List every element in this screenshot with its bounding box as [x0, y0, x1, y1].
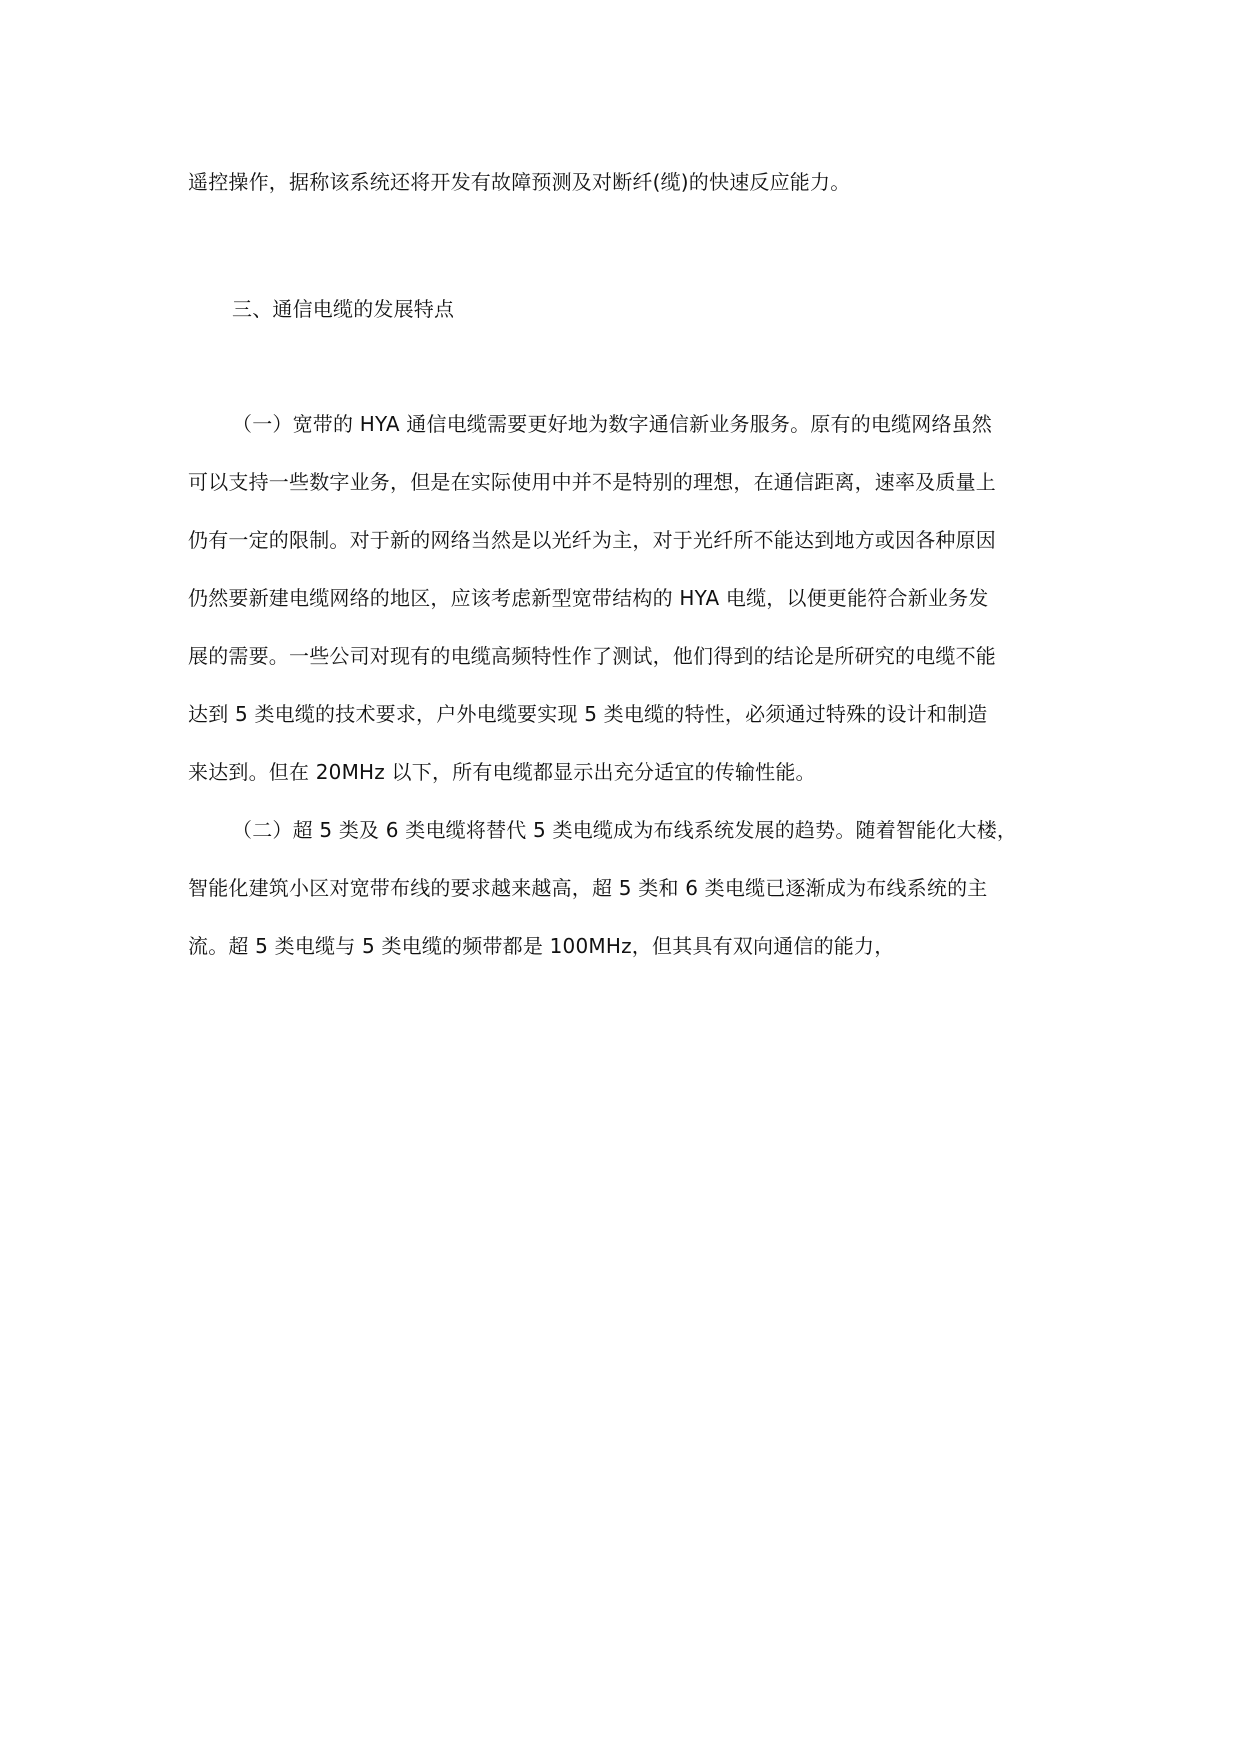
paragraph-continuation-line: 遥控操作，据称该系统还将开发有故障预测及对断纤(缆)的快速反应能力。 — [188, 170, 851, 194]
paragraph-1-line-2: 可以支持一些数字业务，但是在实际使用中并不是特别的理想，在通信距离，速率及质量上 — [188, 470, 996, 494]
paragraph-1-line-5: 展的需要。一些公司对现有的电缆高频特性作了测试，他们得到的结论是所研究的电缆不能 — [188, 644, 996, 668]
paragraph-1-line-1: （一）宽带的 HYA 通信电缆需要更好地为数字通信新业务服务。原有的电缆网络虽然 — [232, 412, 993, 436]
paragraph-2-line-2: 智能化建筑小区对宽带布线的要求越来越高，超 5 类和 6 类电缆已逐渐成为布线系统的主 — [188, 876, 988, 900]
paragraph-1-line-4: 仍然要新建电缆网络的地区，应该考虑新型宽带结构的 HYA 电缆，以便更能符合新业务发 — [188, 586, 989, 610]
paragraph-2-line-3: 流。超 5 类电缆与 5 类电缆的频带都是 100MHz，但其具有双向通信的能力， — [188, 934, 895, 958]
paragraph-2-line-1: （二）超 5 类及 6 类电缆将替代 5 类电缆成为布线系统发展的趋势。随着智能化大楼， — [232, 818, 1018, 842]
paragraph-1-line-3: 仍有一定的限制。对于新的网络当然是以光纤为主，对于光纤所不能达到地方或因各种原因 — [188, 528, 996, 552]
section-heading: 三、通信电缆的发展特点 — [232, 297, 455, 321]
paragraph-1-line-7: 来达到。但在 20MHz 以下，所有电缆都显示出充分适宜的传输性能。 — [188, 760, 816, 784]
paragraph-1-line-6: 达到 5 类电缆的技术要求，户外电缆要实现 5 类电缆的特性，必须通过特殊的设计和制造 — [188, 702, 988, 726]
